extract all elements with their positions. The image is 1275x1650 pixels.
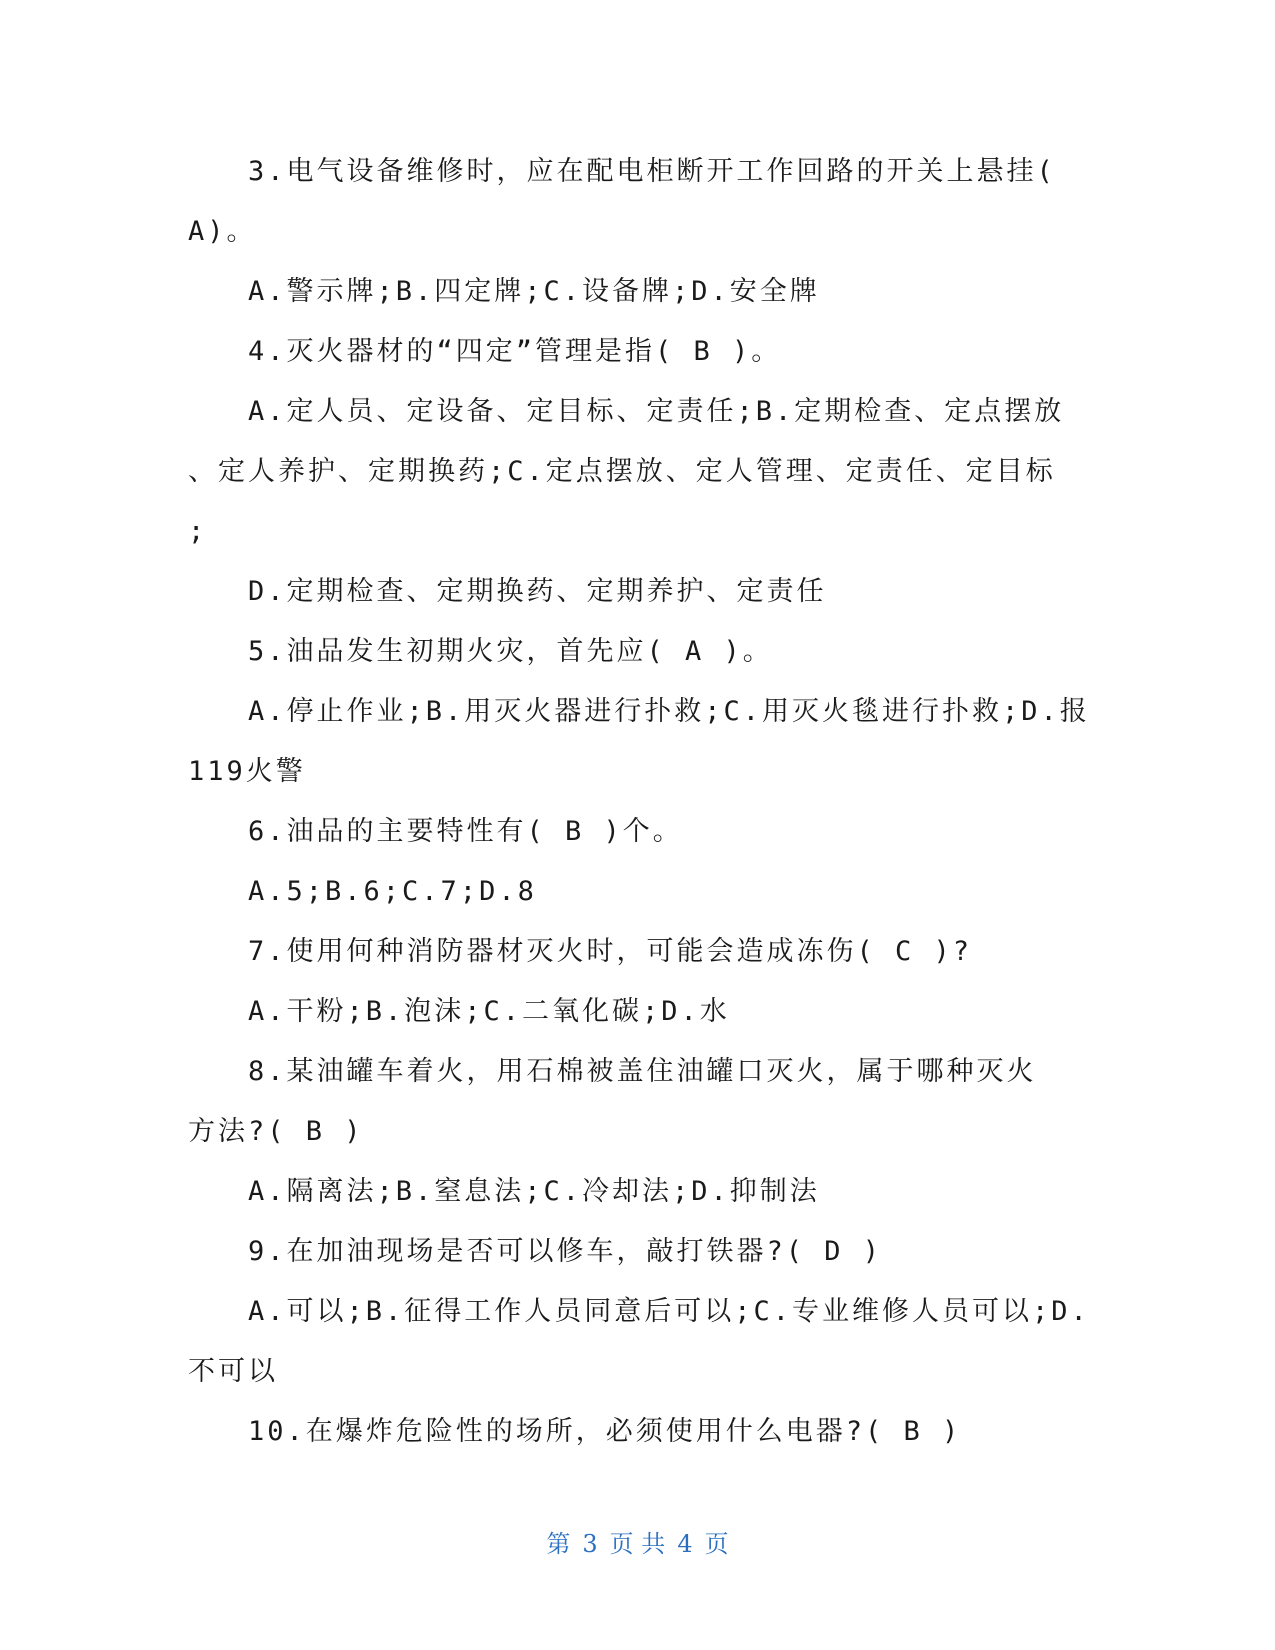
- question-8-text-continued: 方法?( B ): [188, 1116, 364, 1147]
- question-3-text: 3.电气设备维修时，应在配电柜断开工作回路的开关上悬挂(: [248, 156, 1056, 187]
- question-4-options-continued: 、定人养护、定期换药;C.定点摆放、定人管理、定责任、定目标: [188, 456, 1056, 487]
- question-5-options: A.停止作业;B.用灭火器进行扑救;C.用灭火毯进行扑救;D.报: [248, 696, 1090, 727]
- question-7-options: A.干粉;B.泡沫;C.二氧化碳;D.水: [248, 996, 730, 1027]
- question-8-text: 8.某油罐车着火，用石棉被盖住油罐口灭火，属于哪种灭火: [248, 1056, 1037, 1087]
- question-9-options: A.可以;B.征得工作人员同意后可以;C.专业维修人员可以;D.: [248, 1296, 1090, 1327]
- question-6-options: A.5;B.6;C.7;D.8: [248, 876, 537, 907]
- footer-prefix: 第: [546, 1530, 571, 1558]
- question-3-options: A.警示牌;B.四定牌;C.设备牌;D.安全牌: [248, 276, 820, 307]
- question-5-text: 5.油品发生初期火灾，首先应( A )。: [248, 636, 773, 667]
- question-4-options-continued-2: ;: [188, 516, 208, 547]
- question-9-options-continued: 不可以: [188, 1356, 278, 1387]
- question-5-options-continued: 119火警: [188, 756, 306, 787]
- question-6-text: 6.油品的主要特性有( B )个。: [248, 816, 683, 847]
- footer-total-pages: 4: [677, 1530, 693, 1558]
- question-8-options: A.隔离法;B.窒息法;C.冷却法;D.抑制法: [248, 1176, 820, 1207]
- question-7-text: 7.使用何种消防器材灭火时，可能会造成冻伤( C )?: [248, 936, 973, 967]
- question-4-option-d: D.定期检查、定期换药、定期养护、定责任: [248, 576, 827, 607]
- question-3-text-continued: A)。: [188, 216, 257, 247]
- footer-middle: 页 共: [609, 1530, 666, 1558]
- footer-page-number: 3: [582, 1530, 598, 1558]
- page-footer: [0, 1524, 1275, 1559]
- question-4-options: A.定人员、定设备、定目标、定责任;B.定期检查、定点摆放: [248, 396, 1065, 427]
- document-body: [188, 142, 1090, 1462]
- footer-suffix: 页: [704, 1530, 729, 1558]
- question-10-text: 10.在爆炸危险性的场所，必须使用什么电器?( B ): [248, 1416, 962, 1447]
- question-4-text: 4.灭火器材的“四定”管理是指( B )。: [248, 336, 782, 367]
- question-9-text: 9.在加油现场是否可以修车，敲打铁器?( D ): [248, 1236, 883, 1267]
